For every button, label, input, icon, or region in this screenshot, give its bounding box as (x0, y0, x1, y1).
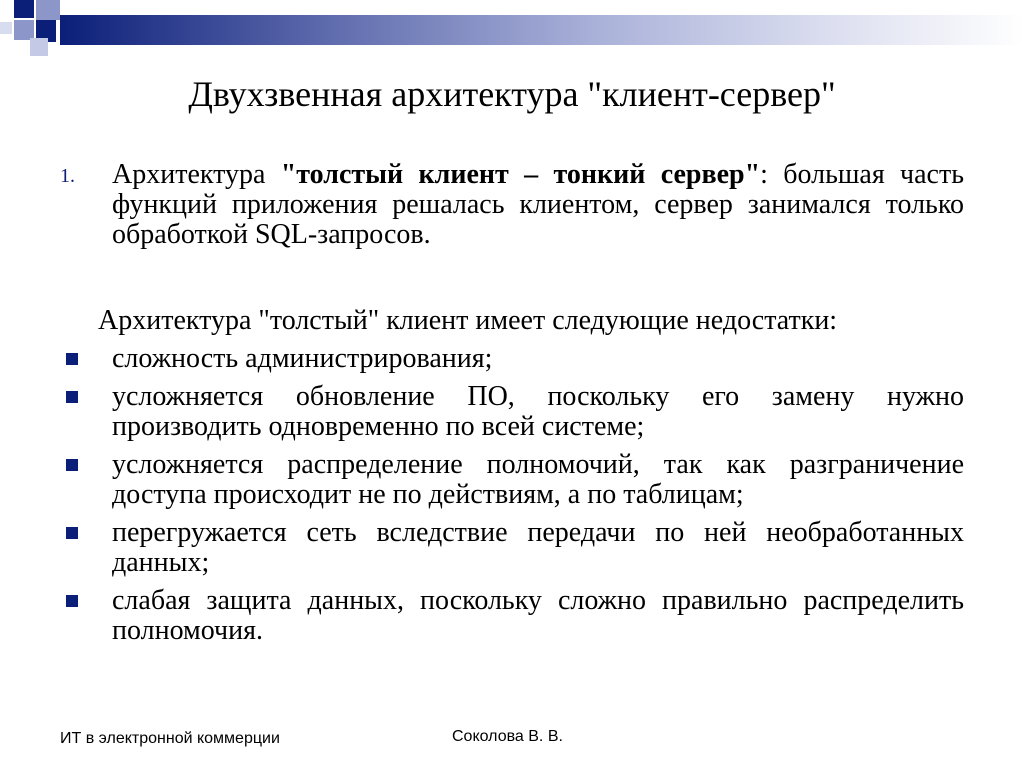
decorative-square (0, 22, 12, 34)
list-item (60, 450, 964, 510)
list-item (60, 518, 964, 578)
list-item-text: усложняется распределение полномочий, так как разграничение доступа происходит не по действиям, а по таблицам; (112, 449, 964, 510)
numbered-item-prefix: Архитектура (112, 159, 281, 190)
square-bullet-icon (66, 527, 78, 539)
decorative-square (36, 0, 60, 20)
numbered-item-marker: 1. (60, 165, 75, 187)
footer-course: ИТ в электронной коммерции (60, 730, 280, 747)
list-item (60, 586, 964, 646)
header-gradient-bar (60, 15, 1024, 45)
footer-author: Соколова В. В. (452, 728, 563, 745)
list-item (60, 382, 964, 442)
square-bullet-icon (66, 353, 78, 365)
numbered-item-bold: "толстый клиент – тонкий сервер" (280, 159, 761, 190)
bullet-list (60, 344, 964, 646)
numbered-item-suffix: : большая часть функций приложения решалась клиентом, сервер занимался только обработкой SQL-запросов. (112, 159, 964, 250)
slide-content (60, 160, 964, 654)
list-item (60, 344, 964, 374)
square-bullet-icon (66, 459, 78, 471)
decorative-square (14, 0, 34, 18)
list-item-text: сложность администрирования; (112, 343, 493, 374)
decorative-square (14, 20, 34, 40)
slide-title: Двухзвенная архитектура "клиент-сервер" (188, 74, 836, 114)
square-bullet-icon (66, 595, 78, 607)
numbered-item-text (112, 159, 964, 250)
list-item-text: усложняется обновление ПО, поскольку его замену нужно производить одновременно по всей системе; (112, 381, 964, 442)
intro-text: Архитектура "толстый" клиент имеет следующие недостатки: (98, 305, 838, 336)
square-bullet-icon (66, 391, 78, 403)
decorative-square (30, 38, 48, 56)
numbered-item (60, 160, 964, 250)
list-item-text: перегружается сеть вследствие передачи по ней необработанных данных; (112, 517, 964, 578)
list-item-text: слабая защита данных, поскольку сложно правильно распределить полномочия. (112, 585, 964, 646)
